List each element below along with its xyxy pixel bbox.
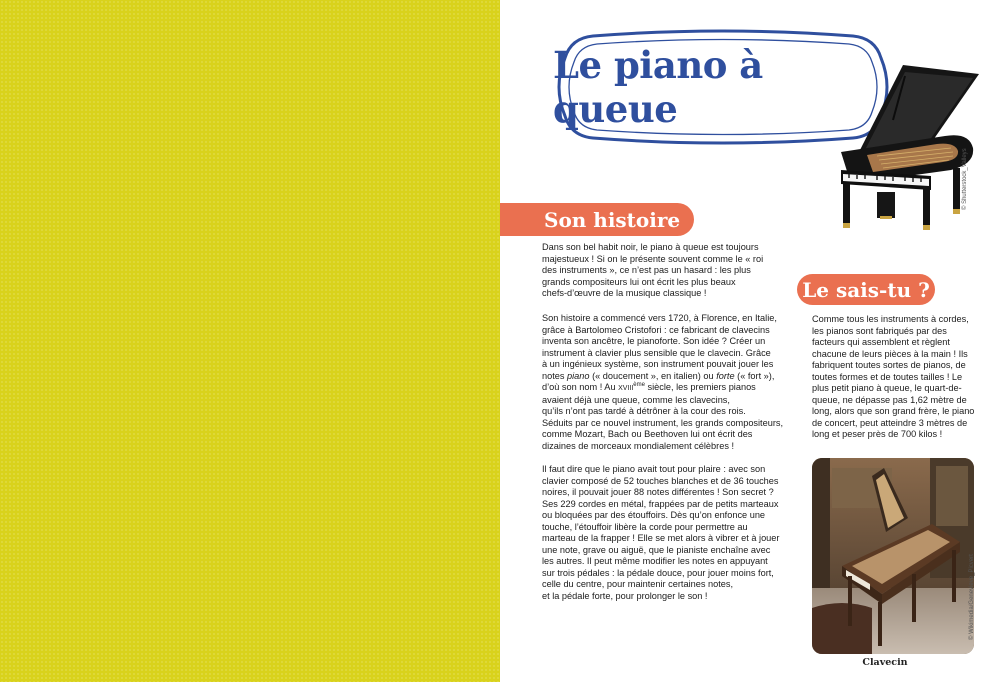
text-line: Séduits par ce nouvel instrument, les grands compositeurs, <box>542 417 784 428</box>
history-paragraph <box>542 313 783 452</box>
heading-le-sais-tu: Le sais-tu ? <box>797 274 935 305</box>
page-title: Le piano à queue <box>553 43 763 131</box>
piano-word: piano <box>567 370 590 381</box>
text-line: Il faut dire que le piano avait tout pour plaire : avec son <box>542 464 766 474</box>
mechanism-paragraph <box>542 464 779 602</box>
harpsichord-image <box>812 458 974 654</box>
photo-credit-clavecin: © Wikimedia/Genevieve_Picvert <box>969 554 975 640</box>
text-line: des instruments », ce n’est pas un hasard : les plus <box>542 265 751 275</box>
text-line: instrument à clavier plus sensible que le clavecin. Grâce <box>542 347 771 358</box>
text-line: les autres. Il peut même modifier les notes en appuyant <box>542 556 768 566</box>
text-line-notes: notes piano (« doucement », en italien) ou forte (« fort »), <box>542 370 775 381</box>
text-line: long et peser près de 700 kilos ! <box>812 429 943 439</box>
text-line: Comme tous les instruments à cordes, <box>812 314 969 324</box>
century-suffix: ème <box>633 381 645 388</box>
clavecin-photo <box>812 458 974 654</box>
text-line: Ses 229 cordes en métal, frappées par de petits marteaux <box>542 498 779 509</box>
grand-piano-image <box>833 60 981 238</box>
text-line: toutes formes et de toutes tailles ! Le <box>812 371 963 382</box>
text-line: sur trois pédales : la pédale douce, pour jouer moins fort, <box>542 567 774 578</box>
text-line: comme Mozart, Bach ou Beethoven lui ont écrit des <box>542 429 753 439</box>
text-line: marteau de la frapper ! Elle se met alors à vibrer et à jouer <box>542 533 780 543</box>
text-line: une note, grave ou aiguë, que le pianiste enchaîne avec <box>542 544 771 555</box>
text-line: majestueux ! Si on le présente souvent comme le « roi <box>542 253 764 264</box>
text-line: long, alors que son grand frère, le piano <box>812 406 975 416</box>
century-numeral: XVIII <box>618 385 634 392</box>
text-line-century: d’où son nom ! Au XVIIIème siècle, les premiers pianos <box>542 381 756 392</box>
text-line: noires, il pouvait jouer 88 notes différentes ! Son secret ? <box>542 487 774 497</box>
text-line: grâce à Bartolomeo Cristofori : ce fabricant de clavecins <box>542 324 770 335</box>
text-line: clavier composé de 52 touches blanches et de 36 touches <box>542 475 779 486</box>
text-line: celle du centre, pour maintenir certaines notes, <box>542 579 733 589</box>
text-line: Dans son bel habit noir, le piano à queue est toujours <box>542 242 759 252</box>
text-line: de concert, peut atteindre 3 mètres de <box>812 417 968 428</box>
text-line: inventa son ancêtre, le pianoforte. Son idée ? Créer un <box>542 336 766 346</box>
text-line: queue, ne dépasse pas 1,62 mètre de <box>812 394 967 405</box>
text-line: touche, l’étouffoir libère la corde pour permettre au <box>542 521 748 532</box>
text-line: facteurs qui assemblent et règlent <box>812 337 950 347</box>
photo-caption: Clavecin <box>862 657 908 668</box>
text-line: qu’ils n’ont pas tardé à détrôner à la cour des rois. <box>542 406 746 416</box>
text-line: les pianos sont fabriqués par des <box>812 325 947 336</box>
photo-credit-piano: © Shutterstock_Valleys <box>962 148 968 210</box>
sais-tu-paragraph <box>812 314 974 441</box>
heading-son-histoire: Son histoire <box>500 203 694 236</box>
intro-paragraph <box>542 242 763 300</box>
text-line: chacune de leurs pièces à la main ! Ils <box>812 348 968 359</box>
text-line: dizaines de morceaux mondialement célèbres ! <box>542 440 735 451</box>
text-line: chefs-d’œuvre de la musique classique ! <box>542 288 707 298</box>
text-line: avaient déjà une queue, comme les clavecins, <box>542 394 730 405</box>
text-line: grands compositeurs lui ont écrit les plus beaux <box>542 276 736 287</box>
text-line: Son histoire a commencé vers 1720, à Florence, en Italie, <box>542 313 777 323</box>
text-line: à un ingénieux système, son instrument pouvait jouer les <box>542 359 774 369</box>
text-line: et la pédale forte, pour prolonger le son ! <box>542 590 708 601</box>
text-line: plus petit piano à queue, le quart-de- <box>812 383 962 393</box>
forte-word: forte <box>716 370 735 381</box>
text-line: ou bloquées par des étouffoirs. Dès qu’on enfonce une <box>542 510 766 520</box>
text-line: fabriquent toutes sortes de pianos, de <box>812 360 966 370</box>
